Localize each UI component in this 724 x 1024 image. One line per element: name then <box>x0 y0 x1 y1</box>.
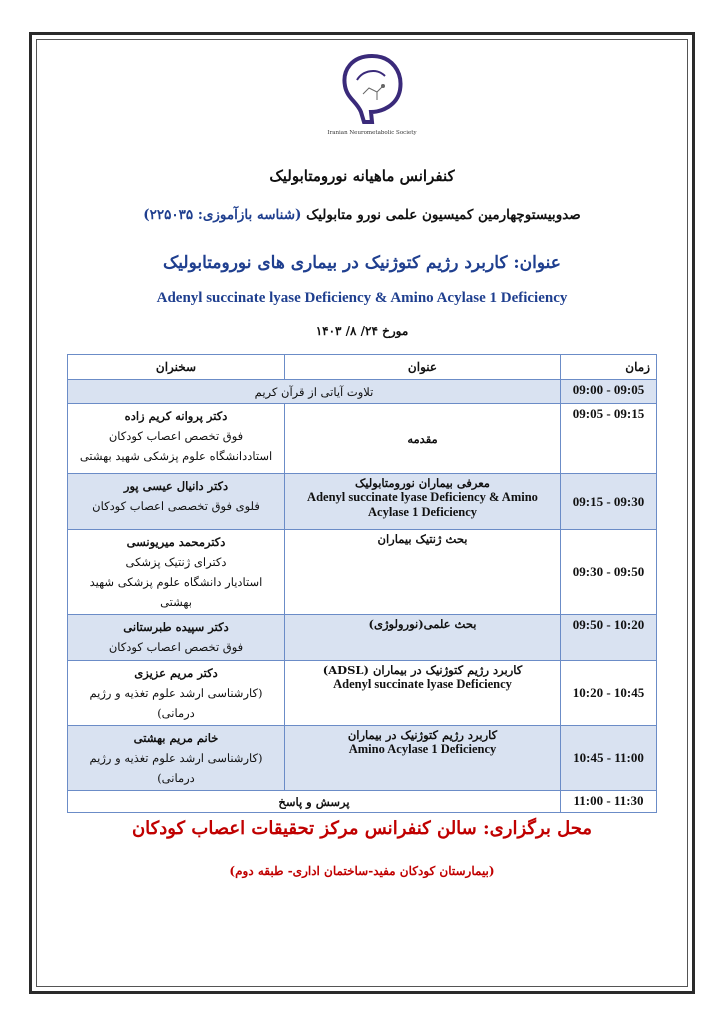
table-header-row <box>68 355 657 380</box>
title-fa: کاربرد رژیم کتوژنیک در بیماران <box>347 728 498 742</box>
time-cell: 10:20 - 10:45 <box>561 661 657 726</box>
title-fa: بحث ژنتیک بیماران <box>377 532 468 546</box>
title-cell <box>285 615 561 661</box>
table-row <box>68 474 657 530</box>
speaker-detail: استاددانشگاه علوم پزشکی شهید بهشتی <box>79 449 273 463</box>
title-cell <box>285 404 561 474</box>
title-en: Adenyl succinate lyase Deficiency & Amino Acylase 1 Deficiency <box>307 490 538 519</box>
table-row <box>68 661 657 726</box>
title-en: Amino Acylase 1 Deficiency <box>348 742 497 756</box>
conference-title: کنفرانس ماهیانه نورومتابولیک <box>269 167 455 185</box>
topic-title-en: Adenyl succinate lyase Deficiency & Amino Acylase 1 Deficiency <box>156 290 568 306</box>
speaker-cell <box>68 530 285 615</box>
table-row <box>68 615 657 661</box>
speaker-name: دکترمحمد میریونسی <box>126 535 226 549</box>
speaker-cell <box>68 404 285 474</box>
speaker-cell <box>68 726 285 791</box>
header-speaker: سخنران <box>68 355 285 380</box>
table-row <box>68 404 657 474</box>
title-cell <box>285 530 561 615</box>
topic-title-fa: عنوان: کاربرد رژیم کتوژنیک در بیماری های نورومتابولیک <box>163 253 561 273</box>
title-fa: بحث علمی(نورولوژی) <box>368 617 477 631</box>
time-cell: 11:00 - 11:30 <box>561 791 657 813</box>
table-row <box>68 530 657 615</box>
time-cell: 09:30 - 09:50 <box>561 530 657 615</box>
header-time: زمان <box>561 355 657 380</box>
title-cell <box>285 726 561 791</box>
speaker-name: دکتر سپیده طبرستانی <box>123 620 229 634</box>
speaker-detail: (کارشناسی ارشد علوم تغذیه و رژیم درمانی) <box>89 751 263 785</box>
speaker-detail: استادیار دانشگاه علوم پزشکی شهید بهشتی <box>89 575 263 609</box>
society-logo <box>322 50 422 146</box>
title-fa: مقدمه <box>407 431 438 446</box>
speaker-name: خانم مریم بهشتی <box>133 731 219 745</box>
time-cell: 10:45 - 11:00 <box>561 726 657 791</box>
speaker-cell <box>68 661 285 726</box>
venue-address: (بیمارستان کودکان مفید-ساختمان اداری- طبقه دوم) <box>229 864 495 878</box>
speaker-name: دکتر دانیال عیسی پور <box>123 479 229 493</box>
table-row <box>68 791 657 813</box>
program-table <box>67 354 657 813</box>
table-row <box>68 726 657 791</box>
header-title: عنوان <box>285 355 561 380</box>
session-date: مورخ ۲۴/ ۸/ ۱۴۰۳ <box>315 324 409 338</box>
time-cell: 09:15 - 09:30 <box>561 474 657 530</box>
speaker-detail: فلوی فوق تخصصی اعصاب کودکان <box>92 499 260 513</box>
speaker-cell <box>68 474 285 530</box>
brain-molecule-icon <box>337 50 407 128</box>
cme-code: (شناسه بازآموزی: ۲۲۵۰۳۵) <box>143 207 302 223</box>
session-line <box>40 207 684 223</box>
title-en: Adenyl succinate lyase Deficiency <box>333 677 512 691</box>
venue-line: محل برگزاری: سالن کنفرانس مرکز تحقیقات اعصاب کودکان <box>131 818 593 839</box>
speaker-name: دکتر مریم عزیزی <box>134 666 218 680</box>
merged-cell: تلاوت آیاتی از قرآن کریم <box>68 380 561 404</box>
speaker-detail: فوق تخصص اعصاب کودکان <box>108 640 244 654</box>
speaker-cell <box>68 615 285 661</box>
speaker-detail: دکترای ژنتیک پزشکی <box>125 555 227 569</box>
session-name: صدوبیستوچهارمین کمیسیون علمی نورو متابولیک <box>306 207 581 223</box>
title-cell <box>285 474 561 530</box>
speaker-detail: (کارشناسی ارشد علوم تغذیه و رژیم درمانی) <box>89 686 263 720</box>
time-cell: 09:00 - 09:05 <box>561 380 657 404</box>
title-fa: معرفی بیماران نورومتابولیک <box>355 476 490 490</box>
title-fa: کاربرد رژیم کتوژنیک در بیماران (ADSL) <box>322 663 523 677</box>
table-row <box>68 380 657 404</box>
time-cell: 09:50 - 10:20 <box>561 615 657 661</box>
logo-caption: Iranian Neurometabolic Society <box>327 130 417 136</box>
time-cell: 09:05 - 09:15 <box>561 404 657 474</box>
speaker-name: دکتر پروانه کریم زاده <box>124 409 228 423</box>
speaker-detail: فوق تخصص اعصاب کودکان <box>108 429 244 443</box>
title-cell <box>285 661 561 726</box>
merged-cell: پرسش و پاسخ <box>68 791 561 813</box>
